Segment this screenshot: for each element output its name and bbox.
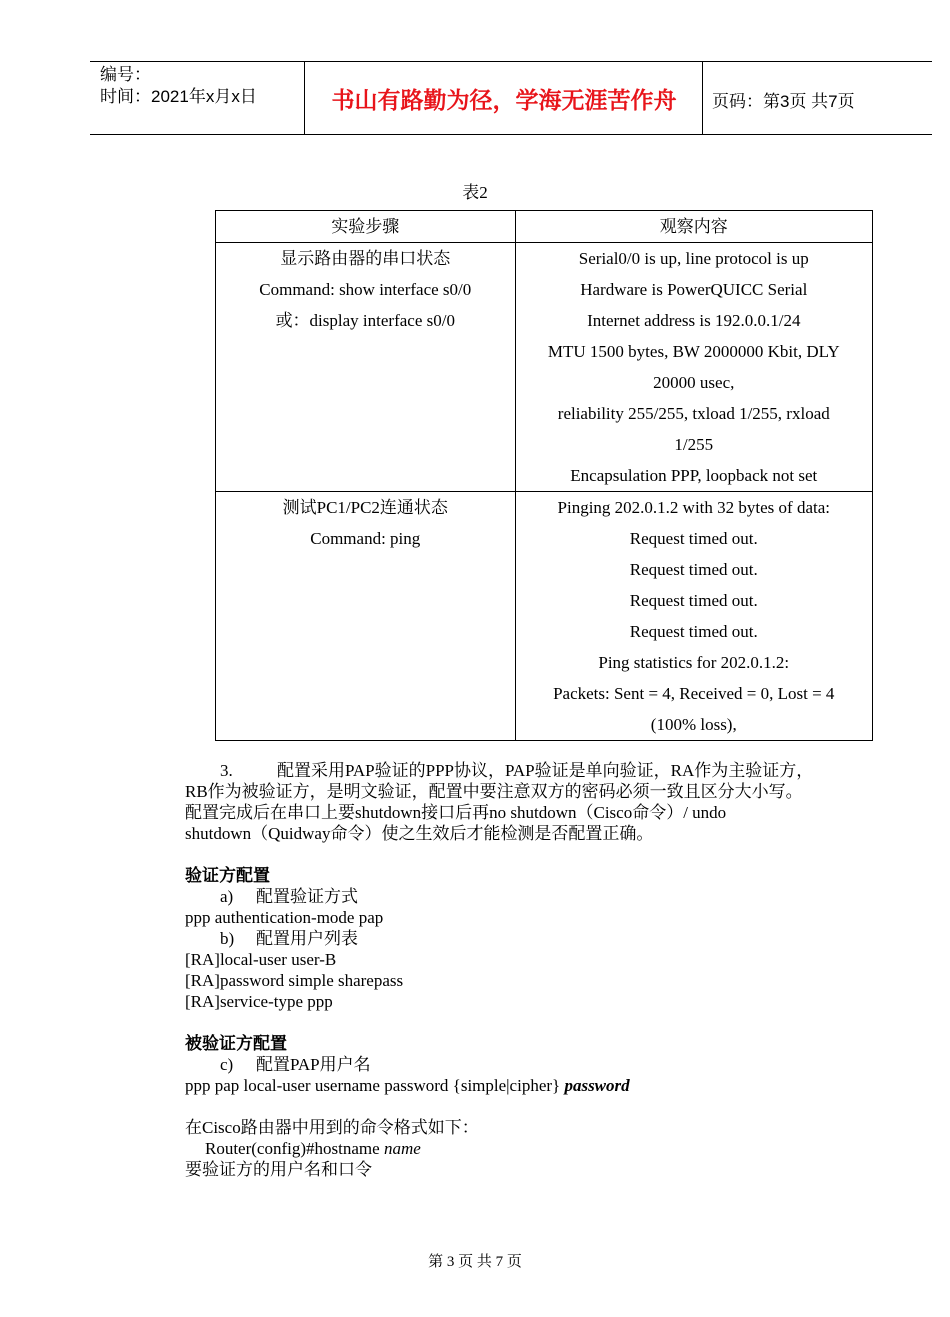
auth-side-title: 验证方配置 — [185, 866, 270, 885]
table-header-row — [216, 211, 873, 243]
section-number: 3. — [220, 761, 233, 780]
observation-line: 20000 usec, — [653, 373, 735, 392]
cisco-note: 要验证方的用户名和口令 — [185, 1160, 372, 1179]
paragraph-line: shutdown（Quidway命令）使之生效后才能检测是否配置正确。 — [185, 824, 654, 843]
time-label: 时间：2021年x月x日 — [100, 87, 257, 106]
command-text: Router(config)#hostname — [205, 1139, 384, 1158]
observation-line: Request timed out. — [629, 560, 758, 579]
header-divider-right — [702, 62, 703, 134]
command-line: ppp authentication-mode pap — [185, 908, 384, 927]
number-label: 编号： — [100, 65, 151, 84]
observation-line: Serial0/0 is up, line protocol is up — [578, 249, 809, 268]
observation-line: reliability 255/255, txload 1/255, rxload — [557, 404, 830, 423]
step-line: Command: show interface s0/0 — [259, 280, 472, 299]
list-marker: b) — [220, 929, 235, 948]
step-line: 测试PC1/PC2连通状态 — [282, 498, 448, 517]
command-line — [185, 1075, 875, 1096]
experiment-table — [215, 210, 873, 741]
paragraph-line: 配置完成后在串口上要shutdown接口后再no shutdown（Cisco命令）/ undo — [185, 803, 727, 822]
step-line: Command: ping — [310, 529, 421, 548]
table-caption: 表2 — [462, 183, 488, 202]
steps-cell — [216, 492, 516, 741]
list-marker: a) — [220, 887, 234, 906]
observation-line: Ping statistics for 202.0.1.2: — [598, 653, 790, 672]
cisco-intro: 在Cisco路由器中用到的命令格式如下： — [185, 1118, 479, 1137]
observation-line: Pinging 202.0.1.2 with 32 bytes of data: — [557, 498, 830, 517]
observation-line: (100% loss), — [650, 715, 737, 734]
header-slogan: 书山有路勤为径，学海无涯苦作舟 — [331, 87, 677, 114]
paragraph-line: RB作为被验证方，是明文验证，配置中要注意双方的密码必须一致且区分大小写。 — [185, 782, 803, 801]
list-item — [185, 886, 875, 907]
command-text: ppp pap local-user username password {simple|cipher} — [185, 1076, 565, 1095]
section3-paragraph — [185, 760, 875, 781]
command-line — [185, 1138, 875, 1159]
observation-line: 1/255 — [674, 435, 714, 454]
observations-cell — [515, 492, 872, 741]
command-line: [RA]service-type ppp — [185, 992, 333, 1011]
table-row — [216, 492, 873, 741]
list-item — [185, 928, 875, 949]
header-observations: 观察内容 — [515, 211, 872, 243]
page-header — [90, 61, 932, 135]
header-left — [100, 64, 257, 108]
header-steps: 实验步骤 — [216, 211, 516, 243]
observation-line: Internet address is 192.0.0.1/24 — [587, 311, 801, 330]
list-marker: c) — [220, 1055, 234, 1074]
body-content — [185, 760, 875, 1180]
command-arg: password — [564, 1076, 630, 1095]
authed-side-title: 被验证方配置 — [185, 1034, 287, 1053]
list-item — [185, 1054, 875, 1075]
command-line: [RA]password simple sharepass — [185, 971, 404, 990]
observations-cell — [515, 243, 872, 492]
observation-line: Request timed out. — [629, 529, 758, 548]
observation-line: MTU 1500 bytes, BW 2000000 Kbit, DLY — [547, 342, 840, 361]
observation-line: Hardware is PowerQUICC Serial — [580, 280, 808, 299]
paragraph-line: 配置采用PAP验证的PPP协议，PAP验证是单向验证，RA作为主验证方， — [277, 761, 814, 780]
list-label: 配置验证方式 — [256, 887, 358, 906]
steps-cell — [216, 243, 516, 492]
step-line: 显示路由器的串口状态 — [280, 249, 451, 268]
observation-line: Request timed out. — [629, 591, 758, 610]
observation-line: Request timed out. — [629, 622, 758, 641]
page-footer: 第 3 页 共 7 页 — [428, 1254, 522, 1270]
list-label: 配置PAP用户名 — [256, 1055, 371, 1074]
observation-line: Encapsulation PPP, loopback not set — [570, 466, 818, 485]
step-line: 或：display interface s0/0 — [275, 311, 455, 330]
command-arg: name — [383, 1139, 421, 1158]
header-page-info: 页码：第3页 共7页 — [712, 92, 855, 111]
observation-line: Packets: Sent = 4, Received = 0, Lost = 4 — [553, 684, 835, 703]
table-row — [216, 243, 873, 492]
command-line: [RA]local-user user-B — [185, 950, 337, 969]
list-label: 配置用户列表 — [256, 929, 358, 948]
